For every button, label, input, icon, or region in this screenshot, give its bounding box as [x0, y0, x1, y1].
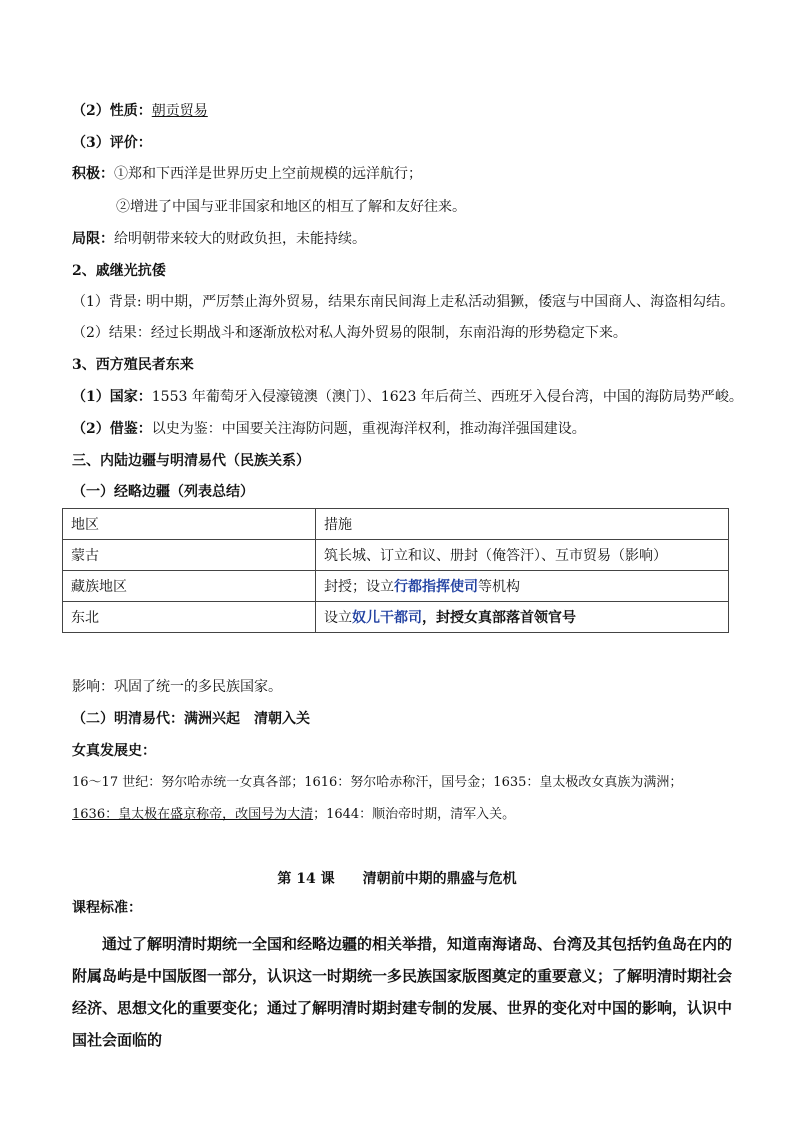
nature-line	[72, 101, 208, 121]
lesson-text: 以史为鉴：中国要关注海防问题，重视海洋权利，推动海洋强国建设。	[151, 421, 586, 437]
lesson-14-title: 第 14 课 清朝前中期的鼎盛与危机	[277, 871, 517, 887]
measure-text: 封授；设立	[324, 579, 394, 595]
limitation-text: 给明朝带来较大的财政负担，未能持续。	[114, 231, 366, 247]
qi-background-text: （1）背景: 明中期，严厉禁止海外贸易，结果东南民间海上走私活动猖獗，倭寇与中国商人、海盗相勾结。	[72, 294, 735, 310]
table-row	[63, 540, 729, 571]
table-header-measure: 措施	[316, 509, 729, 540]
jurchen-line-2	[72, 805, 515, 825]
table-cell-region: 东北	[63, 602, 316, 633]
measure-highlight: 行都指挥使司	[394, 579, 478, 595]
country-label: （1）国家：	[72, 389, 152, 405]
part-three-heading: 三、内陆边疆与明清易代（民族关系）	[72, 453, 310, 469]
limitation-label: 局限：	[72, 231, 114, 247]
limitation-line	[72, 229, 366, 249]
lesson-label: （2）借鉴：	[72, 421, 152, 437]
impact-line: 影响：巩固了统一的多民族国家。	[72, 679, 282, 695]
positive-line-2: ②增进了中国与亚非国家和地区的相互了解和友好往来。	[116, 199, 466, 215]
jurchen-line-1: 16～17 世纪：努尔哈赤统一女真各部；1616：努尔哈赤称汗，国号金；1635：皇太极改女真族为满洲；	[72, 775, 683, 790]
country-text: 1553 年葡萄牙入侵濠镜澳（澳门）、1623 年后荷兰、西班牙入侵台湾，中国的海防局势严峻。	[151, 389, 743, 405]
jurchen-history-heading: 女真发展史：	[72, 743, 156, 759]
country-line	[72, 387, 743, 407]
jurchen-line-2-underlined: 1636：皇太极在盛京称帝，改国号为大清	[72, 807, 314, 822]
curriculum-standard-text: 通过了解明清时期统一全国和经略边疆的相关举措，知道南海诸岛、台湾及其包括钓鱼岛在内的附属岛屿是中国版图一部分，认识这一时期统一多民族国家版图奠定的重要意义；了解明清时期社会经济、思想文化的重要变化；通过了解明清时期封建专制的发展、世界的变化对中国的影响，认识中国社会面临的	[72, 935, 733, 1049]
table-row	[63, 571, 729, 602]
positive-label: 积极：	[72, 166, 114, 182]
positive-text-1: ①郑和下西洋是世界历史上空前规模的远洋航行；	[114, 166, 422, 182]
jurchen-line-2-rest: ；1644：顺治帝时期，清军入关。	[313, 807, 516, 822]
lesson-line	[72, 419, 586, 439]
frontier-subheading: （一）经略边疆（列表总结）	[72, 484, 254, 500]
table-cell-region: 藏族地区	[63, 571, 316, 602]
qi-result-text: （2）结果：经过长期战斗和逐渐放松对私人海外贸易的限制，东南沿海的形势稳定下来。	[72, 325, 627, 341]
table-cell-measure: 筑长城、订立和议、册封（俺答汗）、互市贸易（影响）	[316, 540, 729, 571]
table-cell-region: 蒙古	[63, 540, 316, 571]
evaluation-heading: （3）评价：	[72, 135, 152, 151]
table-header-row	[63, 509, 729, 540]
table-cell-measure	[316, 602, 729, 633]
measure-text: ，封授女真部落首领官号	[422, 610, 576, 626]
table-row	[63, 602, 729, 633]
measure-text: 等机构	[478, 579, 520, 595]
curriculum-standard-label: 课程标准：	[72, 900, 142, 916]
ming-qing-transition-heading: （二）明清易代：满洲兴起 清朝入关	[72, 711, 310, 727]
qi-jiguang-heading: 2、戚继光抗倭	[72, 263, 166, 279]
table-cell-measure	[316, 571, 729, 602]
measure-text: 设立	[324, 610, 352, 626]
nature-label: （2）性质：	[72, 103, 152, 119]
table-header-region: 地区	[63, 509, 316, 540]
measure-highlight: 奴儿干都司	[352, 610, 422, 626]
positive-line-1	[72, 164, 422, 184]
frontier-table	[62, 508, 729, 633]
western-colonists-heading: 3、西方殖民者东来	[72, 357, 194, 373]
nature-value: 朝贡贸易	[151, 103, 208, 119]
